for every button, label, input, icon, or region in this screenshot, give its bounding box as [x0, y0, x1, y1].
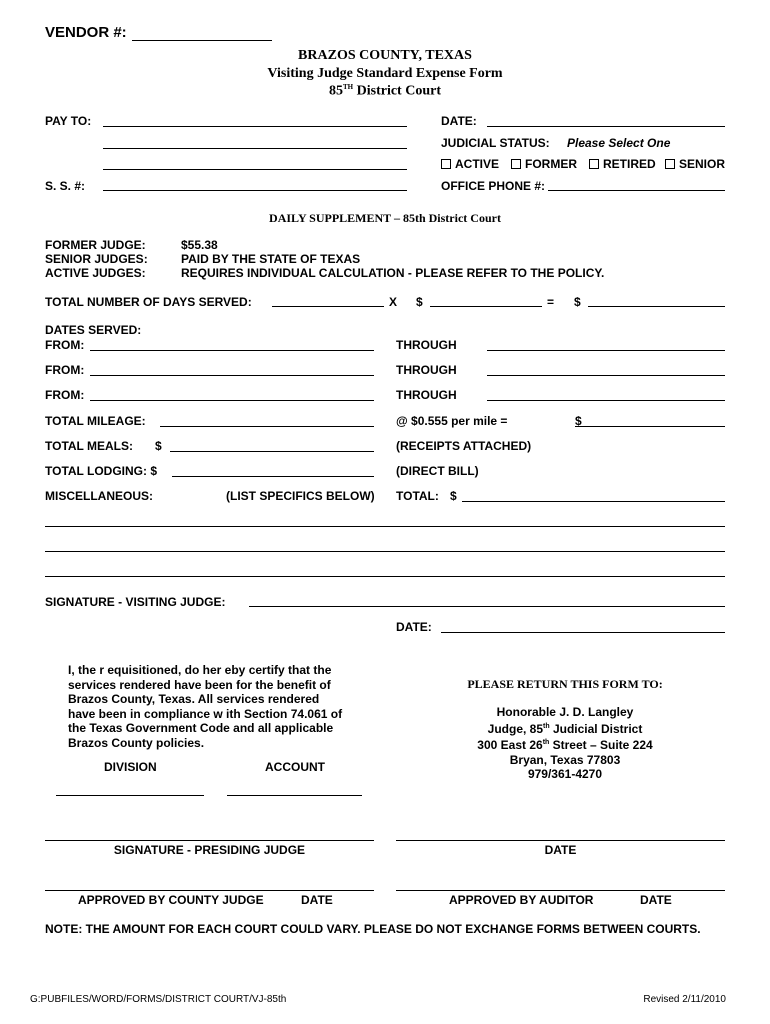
note-text: NOTE: THE AMOUNT FOR EACH COURT COULD VARY. PLEASE DO NOT EXCHANGE FORMS BETWEEN COURTS.: [45, 922, 701, 936]
sig-presiding-label: SIGNATURE - PRESIDING JUDGE: [113, 843, 306, 857]
footer-path: G:PUBFILES/WORD/FORMS/DISTRICT COURT/VJ-85th: [30, 994, 287, 1005]
pay-to-line-2[interactable]: [103, 148, 407, 149]
approved-county-label: APPROVED BY COUNTY JUDGE: [78, 893, 264, 907]
from-field[interactable]: [90, 350, 374, 351]
vendor-field[interactable]: [132, 40, 272, 41]
sig-date-label: DATE:: [396, 620, 432, 634]
return-title: PLEASE RETURN THIS FORM TO:: [467, 677, 663, 691]
return-address: Honorable J. D. Langley Judge, 85th Judicial District 300 East 26th Street – Suite 224 Bryan, Texas 77803 979/361-4270: [477, 705, 653, 781]
checkbox-icon: [441, 159, 451, 169]
county-date-label: DATE: [301, 893, 333, 907]
division-label: DIVISION: [104, 760, 157, 774]
through-field[interactable]: [487, 350, 725, 351]
presiding-date-label: DATE: [544, 843, 577, 857]
pay-to-line-1[interactable]: [103, 126, 407, 127]
mileage-total-field[interactable]: [575, 426, 725, 427]
through-field[interactable]: [487, 400, 725, 401]
checkbox-icon: [511, 159, 521, 169]
pay-to-line-3[interactable]: [103, 169, 407, 170]
auditor-date-label: DATE: [640, 893, 672, 907]
certification-text: I, the r equisitioned, do her eby certify that the services rendered have been for the benefit of Brazos County, Texas. All services rendered have been in compliance w ith Section 74.061 of the Texas Government Code and all applicable Brazos County policies.: [68, 663, 343, 750]
status-option-former[interactable]: FORMER: [511, 157, 577, 171]
office-phone-field[interactable]: [548, 190, 725, 191]
from-label: FROM:: [45, 338, 85, 352]
through-label: THROUGH: [396, 363, 457, 377]
misc-line-1[interactable]: [45, 526, 725, 527]
misc-total-label: TOTAL:: [396, 489, 439, 503]
judicial-status-select[interactable]: Please Select One: [567, 136, 671, 150]
date-label: DATE:: [441, 114, 477, 128]
office-phone-label: OFFICE PHONE #:: [441, 179, 546, 193]
sig-visiting-label: SIGNATURE - VISITING JUDGE:: [45, 595, 226, 609]
misc-label: MISCELLANEOUS:: [45, 489, 153, 503]
checkbox-icon: [665, 159, 675, 169]
dollar-sign: $: [575, 414, 582, 428]
rate-value: PAID BY THE STATE OF TEXAS: [181, 252, 361, 266]
county-title: BRAZOS COUNTY, TEXAS: [298, 48, 472, 63]
rate-label: ACTIVE JUDGES:: [45, 266, 146, 280]
lodging-label: TOTAL LODGING: $: [45, 464, 158, 478]
mileage-field[interactable]: [160, 426, 374, 427]
through-label: THROUGH: [396, 388, 457, 402]
mileage-rate: @ $0.555 per mile =: [396, 414, 508, 428]
sig-visiting-field[interactable]: [249, 606, 725, 607]
sig-date-field[interactable]: [441, 632, 725, 633]
form-title: Visiting Judge Standard Expense Form: [267, 66, 503, 81]
ss-label: S. S. #:: [45, 179, 86, 193]
dates-served-label: DATES SERVED:: [45, 323, 142, 337]
rate-value: $55.38: [181, 238, 218, 252]
equals-sign: =: [547, 295, 555, 309]
misc-line-2[interactable]: [45, 551, 725, 552]
days-served-label: TOTAL NUMBER OF DAYS SERVED:: [45, 295, 252, 309]
from-field[interactable]: [90, 375, 374, 376]
auditor-approval-field[interactable]: [396, 890, 725, 891]
from-field[interactable]: [90, 400, 374, 401]
dollar-sign: $: [416, 295, 423, 309]
misc-line-3[interactable]: [45, 576, 725, 577]
rate-label: SENIOR JUDGES:: [45, 252, 148, 266]
status-option-senior[interactable]: SENIOR: [665, 157, 725, 171]
meals-field[interactable]: [170, 451, 374, 452]
times-sign: X: [389, 295, 398, 309]
status-option-retired[interactable]: RETIRED: [589, 157, 656, 171]
dollar-sign: $: [155, 439, 162, 453]
status-option-active[interactable]: ACTIVE: [441, 157, 499, 171]
approved-auditor-label: APPROVED BY AUDITOR: [449, 893, 594, 907]
dollar-sign: $: [450, 489, 457, 503]
misc-note: (LIST SPECIFICS BELOW): [226, 489, 375, 503]
daily-rate-field[interactable]: [430, 306, 542, 307]
through-field[interactable]: [487, 375, 725, 376]
account-field[interactable]: [227, 795, 362, 796]
mileage-label: TOTAL MILEAGE:: [45, 414, 146, 428]
rate-value: REQUIRES INDIVIDUAL CALCULATION - PLEASE REFER TO THE POLICY.: [181, 266, 605, 280]
footer-revised: Revised 2/11/2010: [643, 994, 726, 1005]
supplement-title: DAILY SUPPLEMENT – 85th District Court: [269, 211, 501, 225]
meals-note: (RECEIPTS ATTACHED): [396, 439, 532, 453]
through-label: THROUGH: [396, 338, 457, 352]
court-title: 85TH District Court: [329, 83, 441, 99]
from-label: FROM:: [45, 363, 85, 377]
date-field[interactable]: [487, 126, 725, 127]
dollar-sign: $: [574, 295, 581, 309]
days-field[interactable]: [272, 306, 384, 307]
county-approval-field[interactable]: [45, 890, 374, 891]
pay-to-label: PAY TO:: [45, 114, 92, 128]
days-total-field[interactable]: [588, 306, 725, 307]
misc-total-field[interactable]: [462, 501, 725, 502]
checkbox-icon: [589, 159, 599, 169]
rate-label: FORMER JUDGE:: [45, 238, 146, 252]
presiding-date-field[interactable]: [396, 840, 725, 841]
lodging-note: (DIRECT BILL): [396, 464, 479, 478]
division-field[interactable]: [56, 795, 204, 796]
vendor-label: VENDOR #:: [45, 24, 127, 41]
meals-label: TOTAL MEALS:: [45, 439, 133, 453]
judicial-status-label: JUDICIAL STATUS:: [441, 136, 550, 150]
account-label: ACCOUNT: [265, 760, 325, 774]
lodging-field[interactable]: [172, 476, 374, 477]
ss-field[interactable]: [103, 190, 407, 191]
from-label: FROM:: [45, 388, 85, 402]
sig-presiding-field[interactable]: [45, 840, 374, 841]
